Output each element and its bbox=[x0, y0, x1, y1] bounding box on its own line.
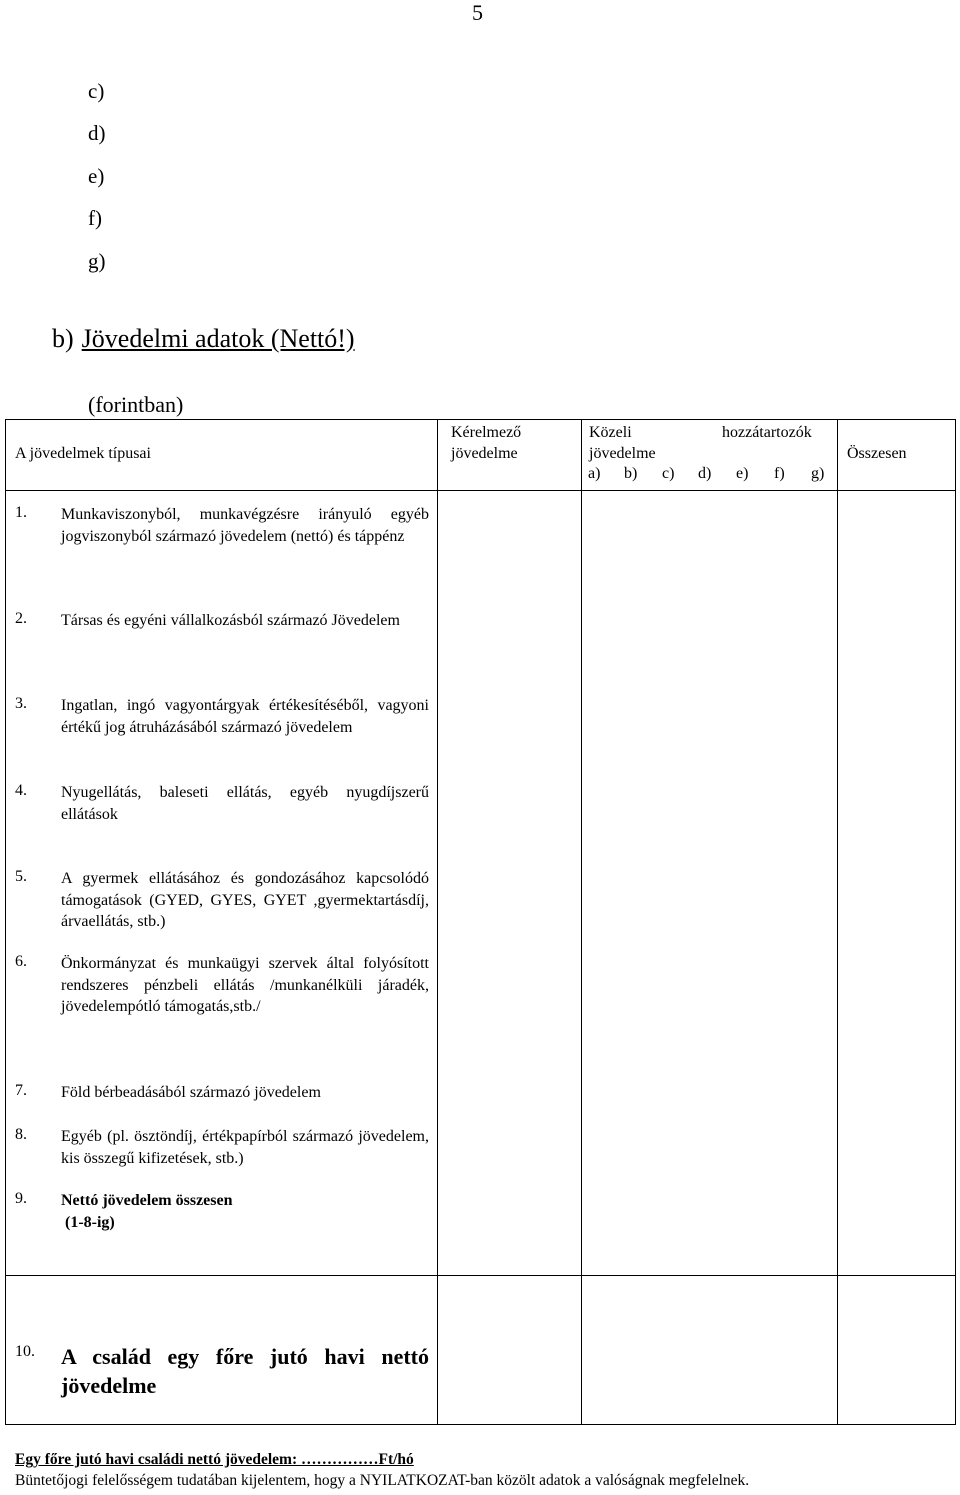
row-number: 9. bbox=[15, 1190, 27, 1207]
row-number: 5. bbox=[15, 868, 27, 885]
header-applicant-line1: Kérelmező bbox=[451, 424, 522, 441]
relative-col-e: e) bbox=[736, 465, 749, 482]
row-label: Munkaviszonyból, munkavégzésre irányuló egyéb jogviszonyból származó jövedelem (nettó) és táppénz bbox=[61, 506, 429, 545]
header-relatives-line2: jövedelme bbox=[589, 445, 656, 462]
section-prefix: b) bbox=[52, 324, 74, 353]
row-label: Egyéb (pl. ösztöndíj, értékpapírból származó jövedelem, kis összegű kifizetések, stb.) bbox=[61, 1128, 429, 1167]
page-number: 5 bbox=[472, 0, 483, 25]
row-label: Ingatlan, ingó vagyontárgyak értékesítéséből, vagyoni értékű jog átruházásából származó jövedelem bbox=[61, 697, 429, 736]
family-member-f: f) bbox=[88, 206, 102, 231]
row-number: 1. bbox=[15, 504, 27, 521]
relative-col-f: f) bbox=[774, 465, 785, 482]
row-label: A gyermek ellátásához és gondozásához kapcsolódó támogatások (GYED, GYES, GYET ,gyermektartásdíj, árvaellátás, stb.) bbox=[61, 870, 429, 930]
row-number: 6. bbox=[15, 953, 27, 970]
relative-col-c: c) bbox=[662, 465, 675, 482]
relative-col-d: d) bbox=[698, 465, 712, 482]
section-heading bbox=[52, 324, 355, 354]
row-number: 2. bbox=[15, 610, 27, 627]
family-member-g: g) bbox=[88, 248, 106, 273]
header-relatives-line1: Közeli bbox=[589, 424, 632, 441]
row-label: Föld bérbeadásából származó jövedelem bbox=[61, 1084, 321, 1101]
row-10-top-line bbox=[5, 1275, 956, 1276]
row-number: 7. bbox=[15, 1082, 27, 1099]
section-title: Jövedelmi adatok (Nettó!) bbox=[81, 324, 355, 353]
row-label-total-range: (1-8-ig) bbox=[65, 1214, 115, 1231]
family-member-list bbox=[88, 70, 106, 282]
family-member-e: e) bbox=[88, 163, 105, 188]
relative-col-g: g) bbox=[811, 465, 825, 482]
declaration-text: Büntetőjogi felelősségem tudatában kijelentem, hogy a NYILATKOZAT-ban közölt adatok a valóságnak megfelelnek. bbox=[15, 1472, 750, 1489]
row-number: 4. bbox=[15, 782, 27, 799]
family-member-d: d) bbox=[88, 121, 106, 146]
row-number: 3. bbox=[15, 695, 27, 712]
relative-col-b: b) bbox=[624, 465, 638, 482]
row-number: 10. bbox=[15, 1343, 35, 1360]
row-number: 8. bbox=[15, 1126, 27, 1143]
row-label-total: Nettó jövedelem összesen bbox=[61, 1192, 233, 1209]
row-label-per-capita: A család egy főre jutó havi nettó jövedelme bbox=[61, 1344, 429, 1398]
header-total: Összesen bbox=[847, 445, 907, 462]
header-income-type: A jövedelmek típusai bbox=[15, 445, 151, 462]
family-member-c: c) bbox=[88, 79, 105, 103]
header-applicant-line2: jövedelme bbox=[451, 445, 518, 462]
row-label: Önkormányzat és munkaügyi szervek által folyósított rendszeres pénzbeli ellátás /munkanélküli járadék, jövedelempótló támogatás,stb./ bbox=[61, 955, 429, 1015]
per-capita-income-line: Egy főre jutó havi családi nettó jövedelem: ……………Ft/hó bbox=[15, 1451, 414, 1468]
header-bottom-line bbox=[5, 490, 956, 491]
row-label: Nyugellátás, baleseti ellátás, egyéb nyugdíjszerű ellátások bbox=[61, 784, 429, 823]
relative-col-a: a) bbox=[588, 465, 601, 482]
unit-note: (forintban) bbox=[88, 392, 184, 417]
row-label: Társas és egyéni vállalkozásból származó Jövedelem bbox=[61, 612, 400, 629]
header-relatives-line1b: hozzátartozók bbox=[722, 424, 812, 441]
